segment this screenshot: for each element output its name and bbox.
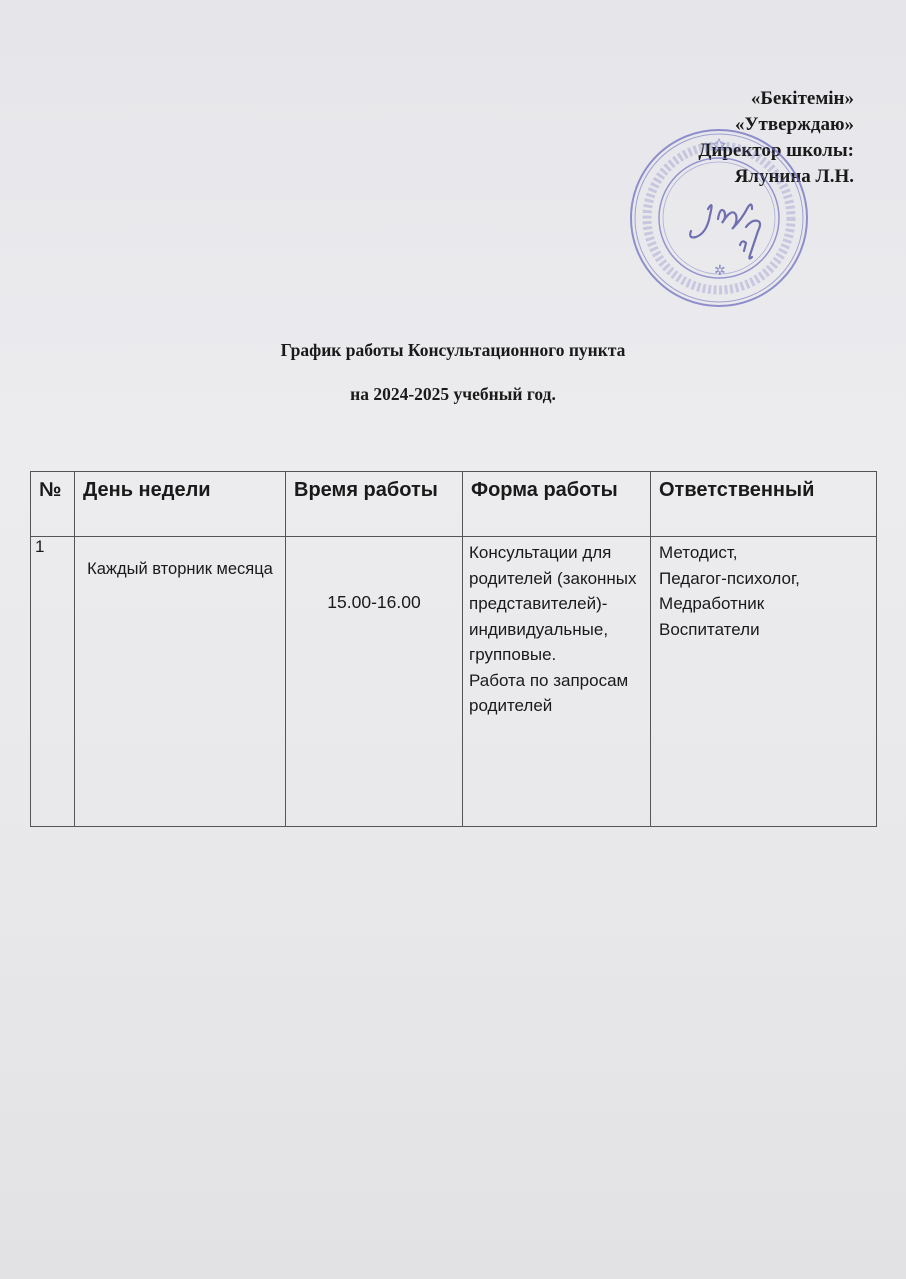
approval-name: Ялунина Л.Н. [734,166,854,187]
document-title: График работы Консультационного пункта [280,340,626,360]
document-subtitle: на 2024-2025 учебный год. [350,384,556,404]
header-responsible: Ответственный [651,472,877,537]
approval-russian: «Утверждаю» [735,114,854,135]
schedule-table [30,471,877,827]
header-number: № [31,472,75,537]
header-day: День недели [75,472,286,537]
cell-number: 1 [31,537,75,827]
svg-text:✲: ✲ [714,263,726,279]
cell-form: Консультации для родителей (законных представителей)- индивидуальные, групповые. Работа по запросам родителей [463,537,651,827]
school-stamp [628,127,810,309]
header-time: Время работы [286,472,463,537]
table-header-row [31,472,877,537]
approval-kazakh: «Бекітемін» [750,88,854,109]
cell-day: Каждый вторник месяца [75,537,286,827]
approval-position: Директор школы: [698,140,854,161]
table-row [31,537,877,827]
signature [690,204,760,258]
cell-time: 15.00-16.00 [286,537,463,827]
cell-responsible: Методист, Педагог-психолог, Медработник Воспитатели [651,537,877,827]
header-form: Форма работы [463,472,651,537]
